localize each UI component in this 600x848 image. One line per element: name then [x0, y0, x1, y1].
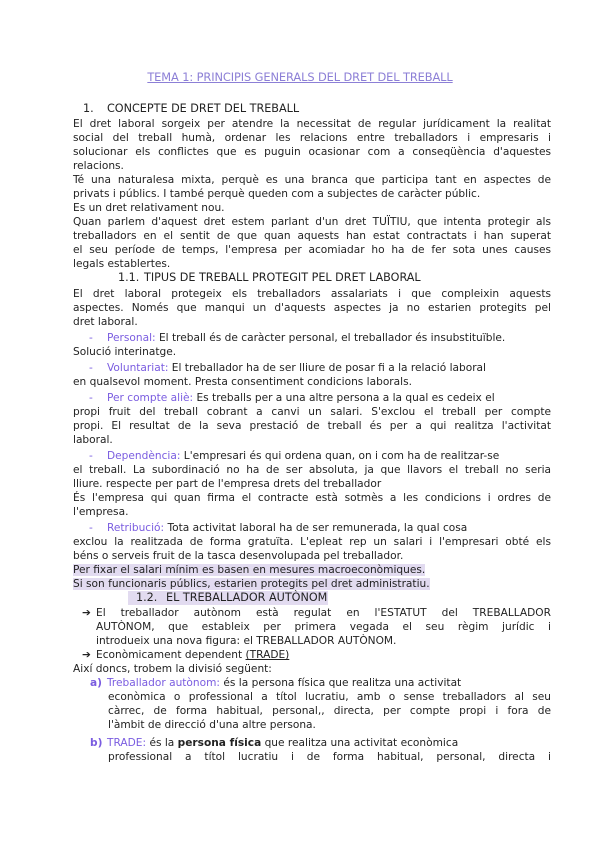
paragraph-line: aspectes. Només que manqui un d'aquests aspectes ja no estarien protegits pel: [73, 302, 551, 314]
section-number: 1.: [83, 102, 94, 115]
paragraph-line: El dret laboral sorgeix per atendre la necessitat de regular jurídicament la realitat: [73, 118, 551, 130]
dash-bullet: -: [89, 362, 93, 374]
paragraph-line: propi fruit del treball cobrant a canvi un salari. S'exclou el treball per compte: [73, 406, 551, 418]
paragraph-line: l'empresa.: [73, 506, 129, 518]
section-heading-1: [83, 102, 503, 116]
paragraph-line: càrrec, de forma habitual, personal,, directa, per compte propi i fora de: [108, 705, 551, 717]
trade-label: (TRADE): [245, 649, 290, 661]
list-item-dependencia: - Dependència: L'empresari és qui ordena quan, on i com ha de realitzar-se: [89, 450, 500, 462]
paragraph-line: introdueix una nova figura: el TREBALLADOR AUTÒNOM.: [96, 635, 397, 647]
term-voluntariat: Voluntariat:: [107, 362, 169, 374]
subsection-heading-1-2: [136, 591, 496, 605]
list-item-retribucio: - Retribució: Tota activitat laboral ha de ser remunerada, la qual cosa: [89, 522, 468, 534]
section-title: EL TREBALLADOR AUTÒNOM: [166, 591, 328, 604]
section-title: TIPUS DE TREBALL PROTEGIT PEL DRET LABORAL: [144, 271, 421, 284]
section-number: 1.2.: [136, 591, 158, 604]
list-item-voluntariat: - Voluntariat: El treballador ha de ser lliure de posar fi a la relació laboral: [89, 362, 486, 374]
section-title: CONCEPTE DE DRET DEL TREBALL: [107, 102, 300, 115]
paragraph-line: professional a títol lucratiu i de forma habitual, personal, directa i: [108, 751, 551, 763]
page-title: TEMA 1: PRINCIPIS GENERALS DEL DRET DEL TREBALL: [147, 70, 453, 84]
term-dependencia: Dependència:: [107, 450, 181, 462]
paragraph-line: solucionar els conflictes que es puguin ocasionar com a conseqüència d'aquestes: [73, 146, 551, 158]
enum-item-a: a) Treballador autònom: és la persona física que realitza una activitat: [90, 677, 462, 689]
enum-marker: b): [90, 737, 103, 749]
arrow-bullet-icon: ➔: [82, 607, 91, 619]
bold-term: persona física: [177, 737, 262, 749]
paragraph-line: És l'empresa qui quan firma el contracte està sotmès a les condicions i ordres de: [73, 492, 551, 504]
term-trade: TRADE:: [107, 737, 147, 749]
enum-item-b: b) TRADE: és la persona física que realitza una activitat econòmica: [90, 737, 459, 749]
term-treballador-autonom: Treballador autònom:: [107, 677, 221, 689]
paragraph-line: treballadors en el sentit de que quan aquests han estat contractats i han superat: [73, 230, 551, 242]
paragraph-line: El treballador autònom està regulat en l'ESTATUT del TREBALLADOR: [96, 607, 551, 619]
paragraph-line: en qualsevol moment. Presta consentiment condicions laborals.: [73, 376, 412, 388]
paragraph-line: Així doncs, trobem la divisió següent:: [73, 663, 272, 675]
enum-marker: a): [90, 677, 102, 689]
paragraph-line: lliure. respecte per part de l'empresa drets del treballador: [73, 478, 382, 490]
paragraph-line: relacions.: [73, 160, 124, 172]
paragraph-line: l'àmbit de direcció d'una altre persona.: [108, 719, 316, 731]
section-number: 1.1.: [118, 271, 140, 284]
dash-bullet: -: [89, 332, 93, 344]
paragraph-line: propi. El resultat de la seva prestació de treball és per a qui realitza l'activitat: [73, 420, 551, 432]
paragraph-line: econòmica o professional a títol lucratiu, amb o sense treballadors al seu: [108, 691, 551, 703]
list-item-compte-alie: - Per compte aliè: Es treballs per a una altre persona a la qual es cedeix el: [89, 392, 495, 404]
paragraph-line: Solució interinatge.: [73, 346, 177, 358]
list-item-personal: - Personal: El treball és de caràcter personal, el treballador és insubstituïble.: [89, 332, 506, 344]
highlighted-note: Si son funcionaris públics, estarien protegits pel dret administratiu.: [73, 578, 430, 590]
paragraph-line: social del treball humà, ordenar les relacions entre treballadors i empresaris i: [73, 132, 551, 144]
paragraph-line: Es un dret relativament nou.: [73, 202, 225, 214]
subsection-heading-1-1: [118, 271, 538, 285]
paragraph-line: Té una naturalesa mixta, perquè es una branca que participa tant en aspectes de: [73, 174, 551, 186]
paragraph-line: Quan parlem d'aquest dret estem parlant d'un dret TUÏTIU, que intenta protegir als: [73, 216, 551, 228]
arrow-item: ➔ Econòmicament dependent (TRADE): [82, 649, 290, 661]
paragraph-line: el seu període de temps, l'empresa per acomiadar ho ha de fer sota unes causes: [73, 244, 551, 256]
paragraph-line: el treball. La subordinació no ha de ser absoluta, ja que llavors el treball no seria: [73, 464, 551, 476]
paragraph-line: legals establertes.: [73, 258, 171, 270]
dash-bullet: -: [89, 522, 93, 534]
paragraph-line: laboral.: [73, 434, 113, 446]
paragraph-line: privats i públics. I també perquè queden com a subjectes de caràcter públic.: [73, 188, 481, 200]
highlighted-note: Per fixar el salari mínim es basen en mesures macroeconòmiques.: [73, 564, 426, 576]
term-retribucio: Retribució:: [107, 522, 165, 534]
arrow-bullet-icon: ➔: [82, 649, 91, 661]
term-personal: Personal:: [107, 332, 156, 344]
paragraph-line: AUTÒNOM, que estableix per primera vegada el seu règim jurídic i: [96, 621, 551, 633]
paragraph-line: exclou la realitzada de forma gratuïta. L'epleat rep un salari i l'empresari obté els: [73, 536, 551, 548]
paragraph-line: dret laboral.: [73, 316, 138, 328]
paragraph-line: béns o serveis fruit de la tasca desenvolupada pel treballador.: [73, 550, 404, 562]
dash-bullet: -: [89, 392, 93, 404]
paragraph-line: El dret laboral protegeix els treballadors assalariats i que compleixin aquests: [73, 288, 551, 300]
term-compte-alie: Per compte aliè:: [107, 392, 194, 404]
dash-bullet: -: [89, 450, 93, 462]
